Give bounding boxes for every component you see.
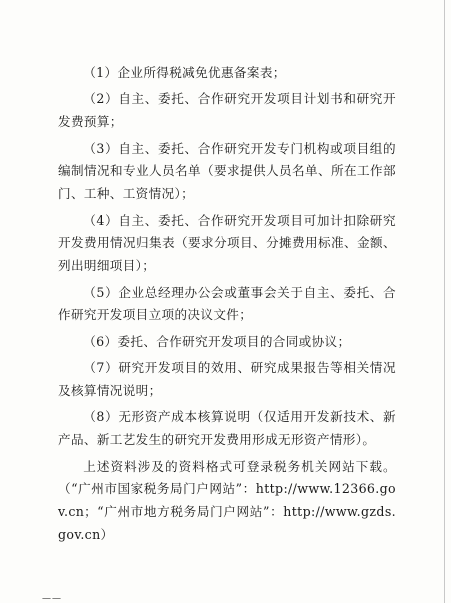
page-edge	[444, 0, 445, 603]
list-item: （6）委托、合作研究开发项目的合同或协议；	[83, 333, 351, 349]
closing-paragraph: 上述资料涉及的资料格式可登录税务机关网站下载。（“广州市国家税务局门户网站”：http://www.12366.gov.cn；“广州市地方税务局门户网站”：http://www.gzds.gov.cn）	[58, 458, 396, 542]
page-footer-mark: ——	[42, 594, 62, 604]
list-item: （7）研究开发项目的效用、研究成果报告等相关情况及核算情况说明；	[58, 360, 396, 398]
list-item: （2）自主、委托、合作研究开发项目计划书和研究开发费预算；	[58, 91, 396, 130]
list-item: （3）自主、委托、合作研究开发专门机构或项目组的编制情况和专业人员名单（要求提供人员名单、所在工作部门、工种、工资情况）；	[58, 140, 396, 202]
list-item: （4）自主、委托、合作研究开发项目可加计扣除研究开发费用情况归集表（要求分项目、分摊费用标准、金额、列出明细项目）；	[58, 212, 396, 274]
list-item: （5）企业总经理办公会或董事会关于自主、委托、合作研究开发项目立项的决议文件；	[58, 284, 396, 323]
document-body	[58, 62, 396, 550]
list-item: （8）无形资产成本核算说明（仅适用开发新技术、新产品、新工艺发生的研究开发费用形成无形资产情形）。	[58, 409, 396, 448]
list-item: （1）企业所得税减免优惠备案表；	[83, 65, 286, 80]
